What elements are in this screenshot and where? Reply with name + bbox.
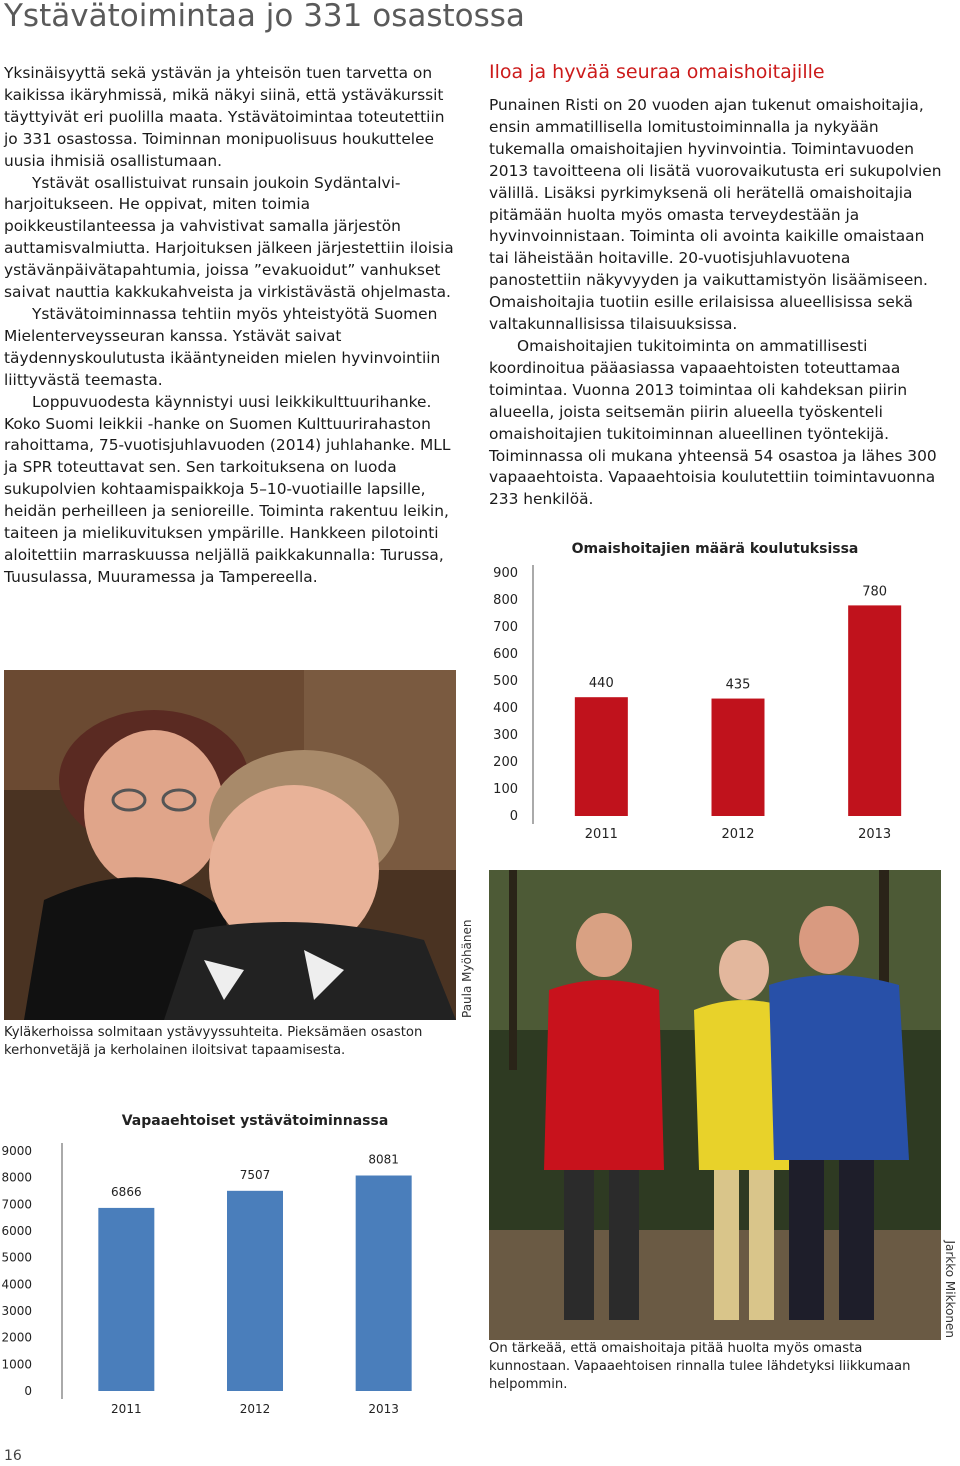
chart-vapaaehtoiset-y-tick-label: 7000	[1, 1197, 32, 1212]
photo-walkers-credit	[943, 1240, 957, 1338]
chart-omaishoitajat-y-tick-label: 100	[493, 782, 518, 797]
chart-omaishoitajat-y-tick-label: 700	[493, 620, 518, 635]
right-article	[489, 95, 944, 511]
chart-omaishoitajat-y-tick-label: 200	[493, 755, 518, 770]
chart-vapaaehtoiset-y-tick-label: 6000	[1, 1224, 32, 1238]
photo-friends-caption: Kyläkerhoissa solmitaan ystävyyssuhteita. Pieksämäen osaston kerhonvetäjä ja kerholainen iloitsivat tapaamisesta.	[4, 1025, 423, 1058]
left-paragraph-2: Ystävät osallistuivat runsain joukoin Sydäntalvi-harjoitukseen. He oppivat, miten toimia poikkeustilanteessa ja vahvistivat samalla järjestön auttamisvalmiutta. Harjoituksen jälkeen järjestettiin iloisia ystävänpäivätapahtumia, joissa ”evakuoidut” vanhukset saivat nauttia kakkukahveista ja virkistävästä ohjelmasta.	[4, 173, 454, 302]
chart-omaishoitajat	[480, 560, 950, 850]
chart-omaishoitajat-y-tick-label: 900	[493, 566, 518, 581]
chart-vapaaehtoiset-y-tick-label: 3000	[1, 1304, 32, 1318]
chart-vapaaehtoiset-y-tick-label: 1000	[1, 1357, 32, 1372]
chart-omaishoitajat-category-label: 2011	[584, 827, 618, 842]
left-paragraph-1: Yksinäisyyttä sekä ystävän ja yhteisön tuen tarvetta on kaikissa ikäryhmissä, mikä näkyi siinä, että ystäväkurssit täyttyivät eri puolilla maata. Ystävätoimintaa toteutettiin jo 331 osastossa. Toiminnan monipuolisuus houkuttelee uusia ihmisiä osallistumaan.	[4, 64, 445, 170]
photo-walkers-credit-text: Jarkko Mikkonen	[943, 1240, 957, 1338]
chart-vapaaehtoiset-y-tick-label: 5000	[1, 1250, 32, 1265]
photo-friends-credit: Paula Myöhänen	[460, 919, 474, 1018]
chart-vapaaehtoiset-y-tick-label: 9000	[1, 1144, 32, 1158]
photo-walkers	[489, 870, 941, 1340]
chart-vapaaehtoiset-bar	[98, 1208, 154, 1391]
right-paragraph-2: Omaishoitajien tukitoiminta on ammatillisesti koordinoitua pääasiassa vapaaehtoisten toteuttamaa toimintaa. Vuonna 2013 toimintaa oli kahdeksan piirin alueella, joista seitsemän piirin alueella työskenteli omaishoitajien tukitoiminnan alueellinen työntekijä. Toiminnassa oli mukana yhteensä 54 osastoa ja lähes 300 vapaaehtoista. Vapaaehtoisia koulutettiin toimintavuonna 233 henkilöä.	[489, 336, 937, 509]
chart-vapaaehtoiset-bar	[227, 1191, 283, 1391]
right-paragraph-1: Punainen Risti on 20 vuoden ajan tukenut omaishoitajia, ensin ammatillisella lomitustoiminnalla ja nykyään tukemalla omaishoitajien hyvinvointia. Toimintavuoden 2013 tavoitteena oli lisätä vuorovaikutusta eri sukupolvien välillä. Lisäksi pyrkimyksenä oli herätellä omaishoitajia pitämään huolta myös omasta terveydestään ja hyvinvoinnistaan. Toiminta oli avointa kaikille omaistaan tai läheistään hoitaville. 20-vuotisjuhlavuotena panostettiin näkyvyyden ja vaikuttamistyön lisäämiseen. Omaishoitajia tuotiin esille erilaisissa alueellisissa sekä valtakunnallisissa tilaisuuksissa.	[489, 96, 942, 334]
page-title: Ystävätoimintaa jo 331 osastossa	[4, 0, 525, 34]
chart-omaishoitajat-value-label: 440	[588, 676, 614, 692]
right-article-heading: Iloa ja hyvää seuraa omaishoitajille	[489, 61, 825, 83]
chart-omaishoitajat-category-label: 2013	[858, 827, 892, 842]
chart-vapaaehtoiset	[0, 1135, 470, 1420]
chart-omaishoitajat-y-tick-label: 600	[493, 647, 518, 662]
chart-vapaaehtoiset-category-label: 2011	[111, 1402, 142, 1416]
chart-omaishoitajat-bar	[575, 697, 628, 816]
photo-walkers-caption: On tärkeää, että omaishoitaja pitää huolta myös omasta kunnostaan. Vapaaehtoisen rinnalla tulee lähdetyksi liikkumaan helpommin.	[489, 1341, 911, 1392]
chart-vapaaehtoiset-y-tick-label: 0	[24, 1384, 32, 1398]
chart-vapaaehtoiset-category-label: 2012	[239, 1402, 271, 1416]
chart-vapaaehtoiset-value-label: 8081	[368, 1152, 399, 1167]
chart-omaishoitajat-value-label: 780	[862, 584, 888, 600]
left-paragraph-3: Ystävätoiminnassa tehtiin myös yhteistyötä Suomen Mielenterveysseuran kanssa. Ystävät saivat täydennyskoulutusta ikääntyneiden mielen hyvinvointiin liittyvästä teemasta.	[4, 304, 441, 389]
chart-vapaaehtoiset-value-label: 6866	[111, 1184, 142, 1199]
chart-omaishoitajat-y-tick-label: 0	[509, 809, 518, 824]
page-number: 16	[4, 1448, 22, 1464]
chart-vapaaehtoiset-value-label: 7507	[239, 1167, 271, 1182]
photo-friends	[4, 670, 456, 1020]
left-article	[4, 63, 459, 589]
chart-omaishoitajat-bar	[848, 605, 901, 816]
chart-omaishoitajat-bar	[712, 699, 765, 816]
chart-omaishoitajat-value-label: 435	[725, 677, 751, 693]
chart-vapaaehtoiset-bar	[356, 1176, 412, 1391]
chart-omaishoitajat-y-tick-label: 400	[493, 701, 518, 716]
chart-omaishoitajat-category-label: 2012	[721, 827, 755, 842]
chart-vapaaehtoiset-y-tick-label: 8000	[1, 1170, 32, 1185]
chart-omaishoitajat-y-tick-label: 300	[493, 728, 518, 743]
left-paragraph-4: Loppuvuodesta käynnistyi uusi leikkikulttuurihanke. Koko Suomi leikkii -hanke on Suomen Kulttuurirahaston rahoittama, 75-vuotisjuhlavuoden (2014) juhlahanke. MLL ja SPR toteuttavat sen. Sen tarkoituksena on luoda sukupolvien kohtaamispaikkoja 5–10-vuotiaille lapsille, heidän perheilleen ja senioreille. Toiminta rakentuu leikin, taiteen ja mielikuvituksen ympärille. Hankkeen pilotointi aloitettiin marraskuussa neljällä paikkakunnalla: Turussa, Tuusulassa, Muuramessa ja Tampereella.	[4, 392, 451, 586]
chart-omaishoitajat-y-tick-label: 500	[493, 674, 518, 689]
chart-omaishoitajat-y-tick-label: 800	[493, 593, 518, 608]
chart-vapaaehtoiset-title: Vapaaehtoiset ystävätoiminnassa	[121, 1113, 389, 1129]
chart-vapaaehtoiset-category-label: 2013	[368, 1402, 399, 1416]
chart-vapaaehtoiset-y-tick-label: 4000	[1, 1277, 32, 1292]
chart-omaishoitajat-title: Omaishoitajien määrä koulutuksissa	[571, 541, 859, 557]
chart-vapaaehtoiset-y-tick-label: 2000	[1, 1330, 32, 1345]
